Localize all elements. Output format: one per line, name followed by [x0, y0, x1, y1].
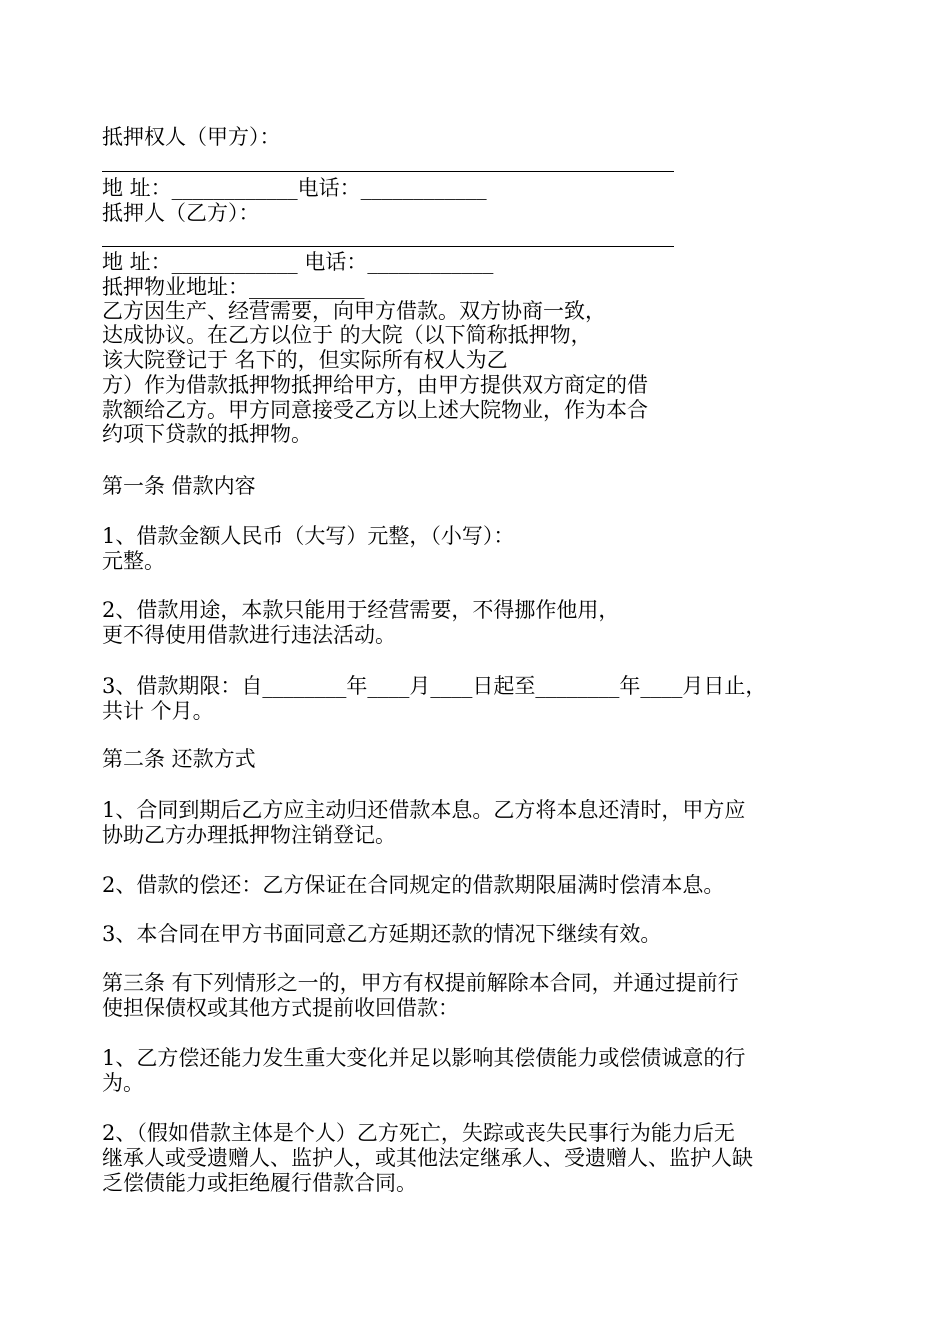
mortgagee-label: 抵押权人（甲方）： [102, 125, 281, 149]
article-2-item-1: 协助乙方办理抵押物注销登记。 [102, 823, 396, 847]
property-address: 抵押物业地址：___________ [102, 275, 365, 299]
intro-line: 该大院登记于 名下的，但实际所有权人为乙 [102, 348, 508, 372]
article-2-item-1: 1、合同到期后乙方应主动归还借款本息。乙方将本息还清时，甲方应 [102, 798, 746, 822]
mortgagor-address-phone: 地 址：____________ 电话：____________ [102, 250, 494, 274]
article-3-item-2: 2、（假如借款主体是个人）乙方死亡，失踪或丧失民事行为能力后无 [102, 1121, 735, 1145]
intro-line: 方）作为借款抵押物抵押给甲方，由甲方提供双方商定的借 [102, 373, 648, 397]
article-3-title: 第三条 有下列情形之一的，甲方有权提前解除本合同，并通过提前行 [102, 971, 739, 995]
mortgagee-address-phone: 地 址：____________电话：____________ [102, 176, 487, 200]
article-3-title: 使担保债权或其他方式提前收回借款： [102, 996, 459, 1020]
article-1-item-1: 元整。 [102, 549, 165, 573]
article-1-item-3: 共计 个月。 [102, 699, 214, 723]
article-2-title: 第二条 还款方式 [102, 747, 256, 771]
article-1-item-1: 1、借款金额人民币（大写）元整，（小写）： [102, 524, 515, 548]
article-3-item-1: 1、乙方偿还能力发生重大变化并足以影响其偿债能力或偿债诚意的行 [102, 1046, 746, 1070]
article-3-item-1: 为。 [102, 1071, 144, 1095]
article-2-item-3: 3、本合同在甲方书面同意乙方延期还款的情况下继续有效。 [102, 922, 662, 946]
intro-line: 约项下贷款的抵押物。 [102, 422, 312, 446]
mortgagee-name-blank [102, 171, 674, 172]
article-1-item-3: 3、借款期限：自________年____月____日起至________年____月日止， [102, 674, 767, 698]
mortgagor-label: 抵押人（乙方）： [102, 201, 260, 225]
article-1-item-2: 2、借款用途，本款只能用于经营需要，不得挪作他用， [102, 598, 620, 622]
article-1-title: 第一条 借款内容 [102, 474, 256, 498]
intro-line: 款额给乙方。甲方同意接受乙方以上述大院物业，作为本合 [102, 398, 648, 422]
article-3-item-2: 继承人或受遗赠人、监护人，或其他法定继承人、受遗赠人、监护人缺 [102, 1146, 753, 1170]
article-3-item-2: 乏偿债能力或拒绝履行借款合同。 [102, 1171, 417, 1195]
article-1-item-2: 更不得使用借款进行违法活动。 [102, 623, 396, 647]
intro-line: 达成协议。在乙方以位于 的大院（以下简称抵押物， [102, 323, 592, 347]
article-2-item-2: 2、借款的偿还：乙方保证在合同规定的借款期限届满时偿清本息。 [102, 873, 725, 897]
intro-line: 乙方因生产、经营需要，向甲方借款。双方协商一致， [102, 299, 606, 323]
mortgagor-name-blank [102, 246, 674, 247]
